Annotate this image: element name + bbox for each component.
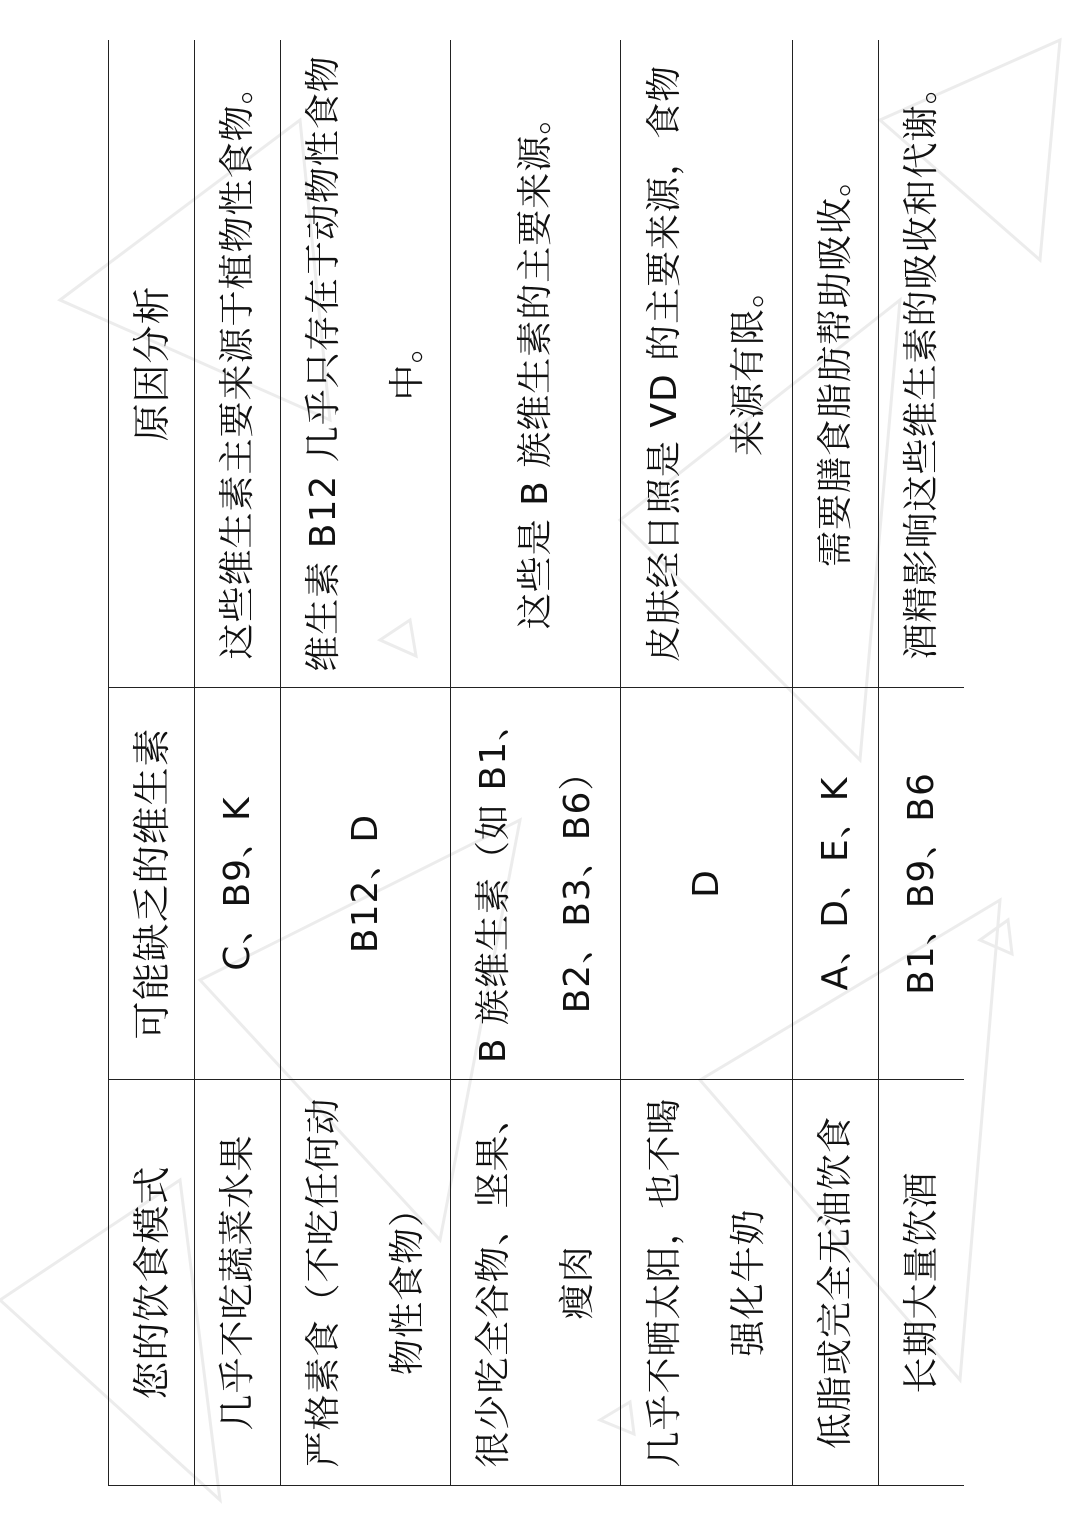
vitamin-deficiency-table (108, 40, 964, 1486)
vitamin-table-container (108, 40, 964, 1486)
table-row (621, 40, 793, 1486)
table-row (793, 40, 879, 1486)
table-row (195, 40, 281, 1486)
rotated-table (108, 40, 964, 1486)
header-reason: 原因分析 (109, 40, 195, 688)
cell-diet: 几乎不吃蔬菜水果 (195, 1080, 281, 1486)
cell-reason: 需要膳食脂肪帮助吸收。 (793, 40, 879, 688)
table-row (281, 40, 451, 1486)
cell-diet: 严格素食（不吃任何动物性食物） (281, 1080, 451, 1486)
cell-reason: 这些维生素主要来源于植物性食物。 (195, 40, 281, 688)
table-header-row (109, 40, 195, 1486)
table-row (879, 40, 965, 1486)
cell-diet: 很少吃全谷物、坚果、瘦肉 (451, 1080, 621, 1486)
header-diet: 您的饮食模式 (109, 1080, 195, 1486)
cell-reason: 酒精影响这些维生素的吸收和代谢。 (879, 40, 965, 688)
cell-diet: 长期大量饮酒 (879, 1080, 965, 1486)
cell-diet: 几乎不晒太阳，也不喝强化牛奶 (621, 1080, 793, 1486)
cell-diet: 低脂或完全无油饮食 (793, 1080, 879, 1486)
cell-vitamins: B1、B9、B6 (879, 688, 965, 1080)
cell-reason: 维生素 B12 几乎只存在于动物性食物中。 (281, 40, 451, 688)
cell-vitamins: A、D、E、K (793, 688, 879, 1080)
table-row (451, 40, 621, 1486)
cell-vitamins: B 族维生素（如 B1、B2、B3、B6） (451, 688, 621, 1080)
cell-vitamins: B12、D (281, 688, 451, 1080)
cell-reason: 皮肤经日照是 VD 的主要来源，食物来源有限。 (621, 40, 793, 688)
cell-reason: 这些是 B 族维生素的主要来源。 (451, 40, 621, 688)
cell-vitamins: C、B9、K (195, 688, 281, 1080)
cell-vitamins: D (621, 688, 793, 1080)
header-vitamins: 可能缺乏的维生素 (109, 688, 195, 1080)
